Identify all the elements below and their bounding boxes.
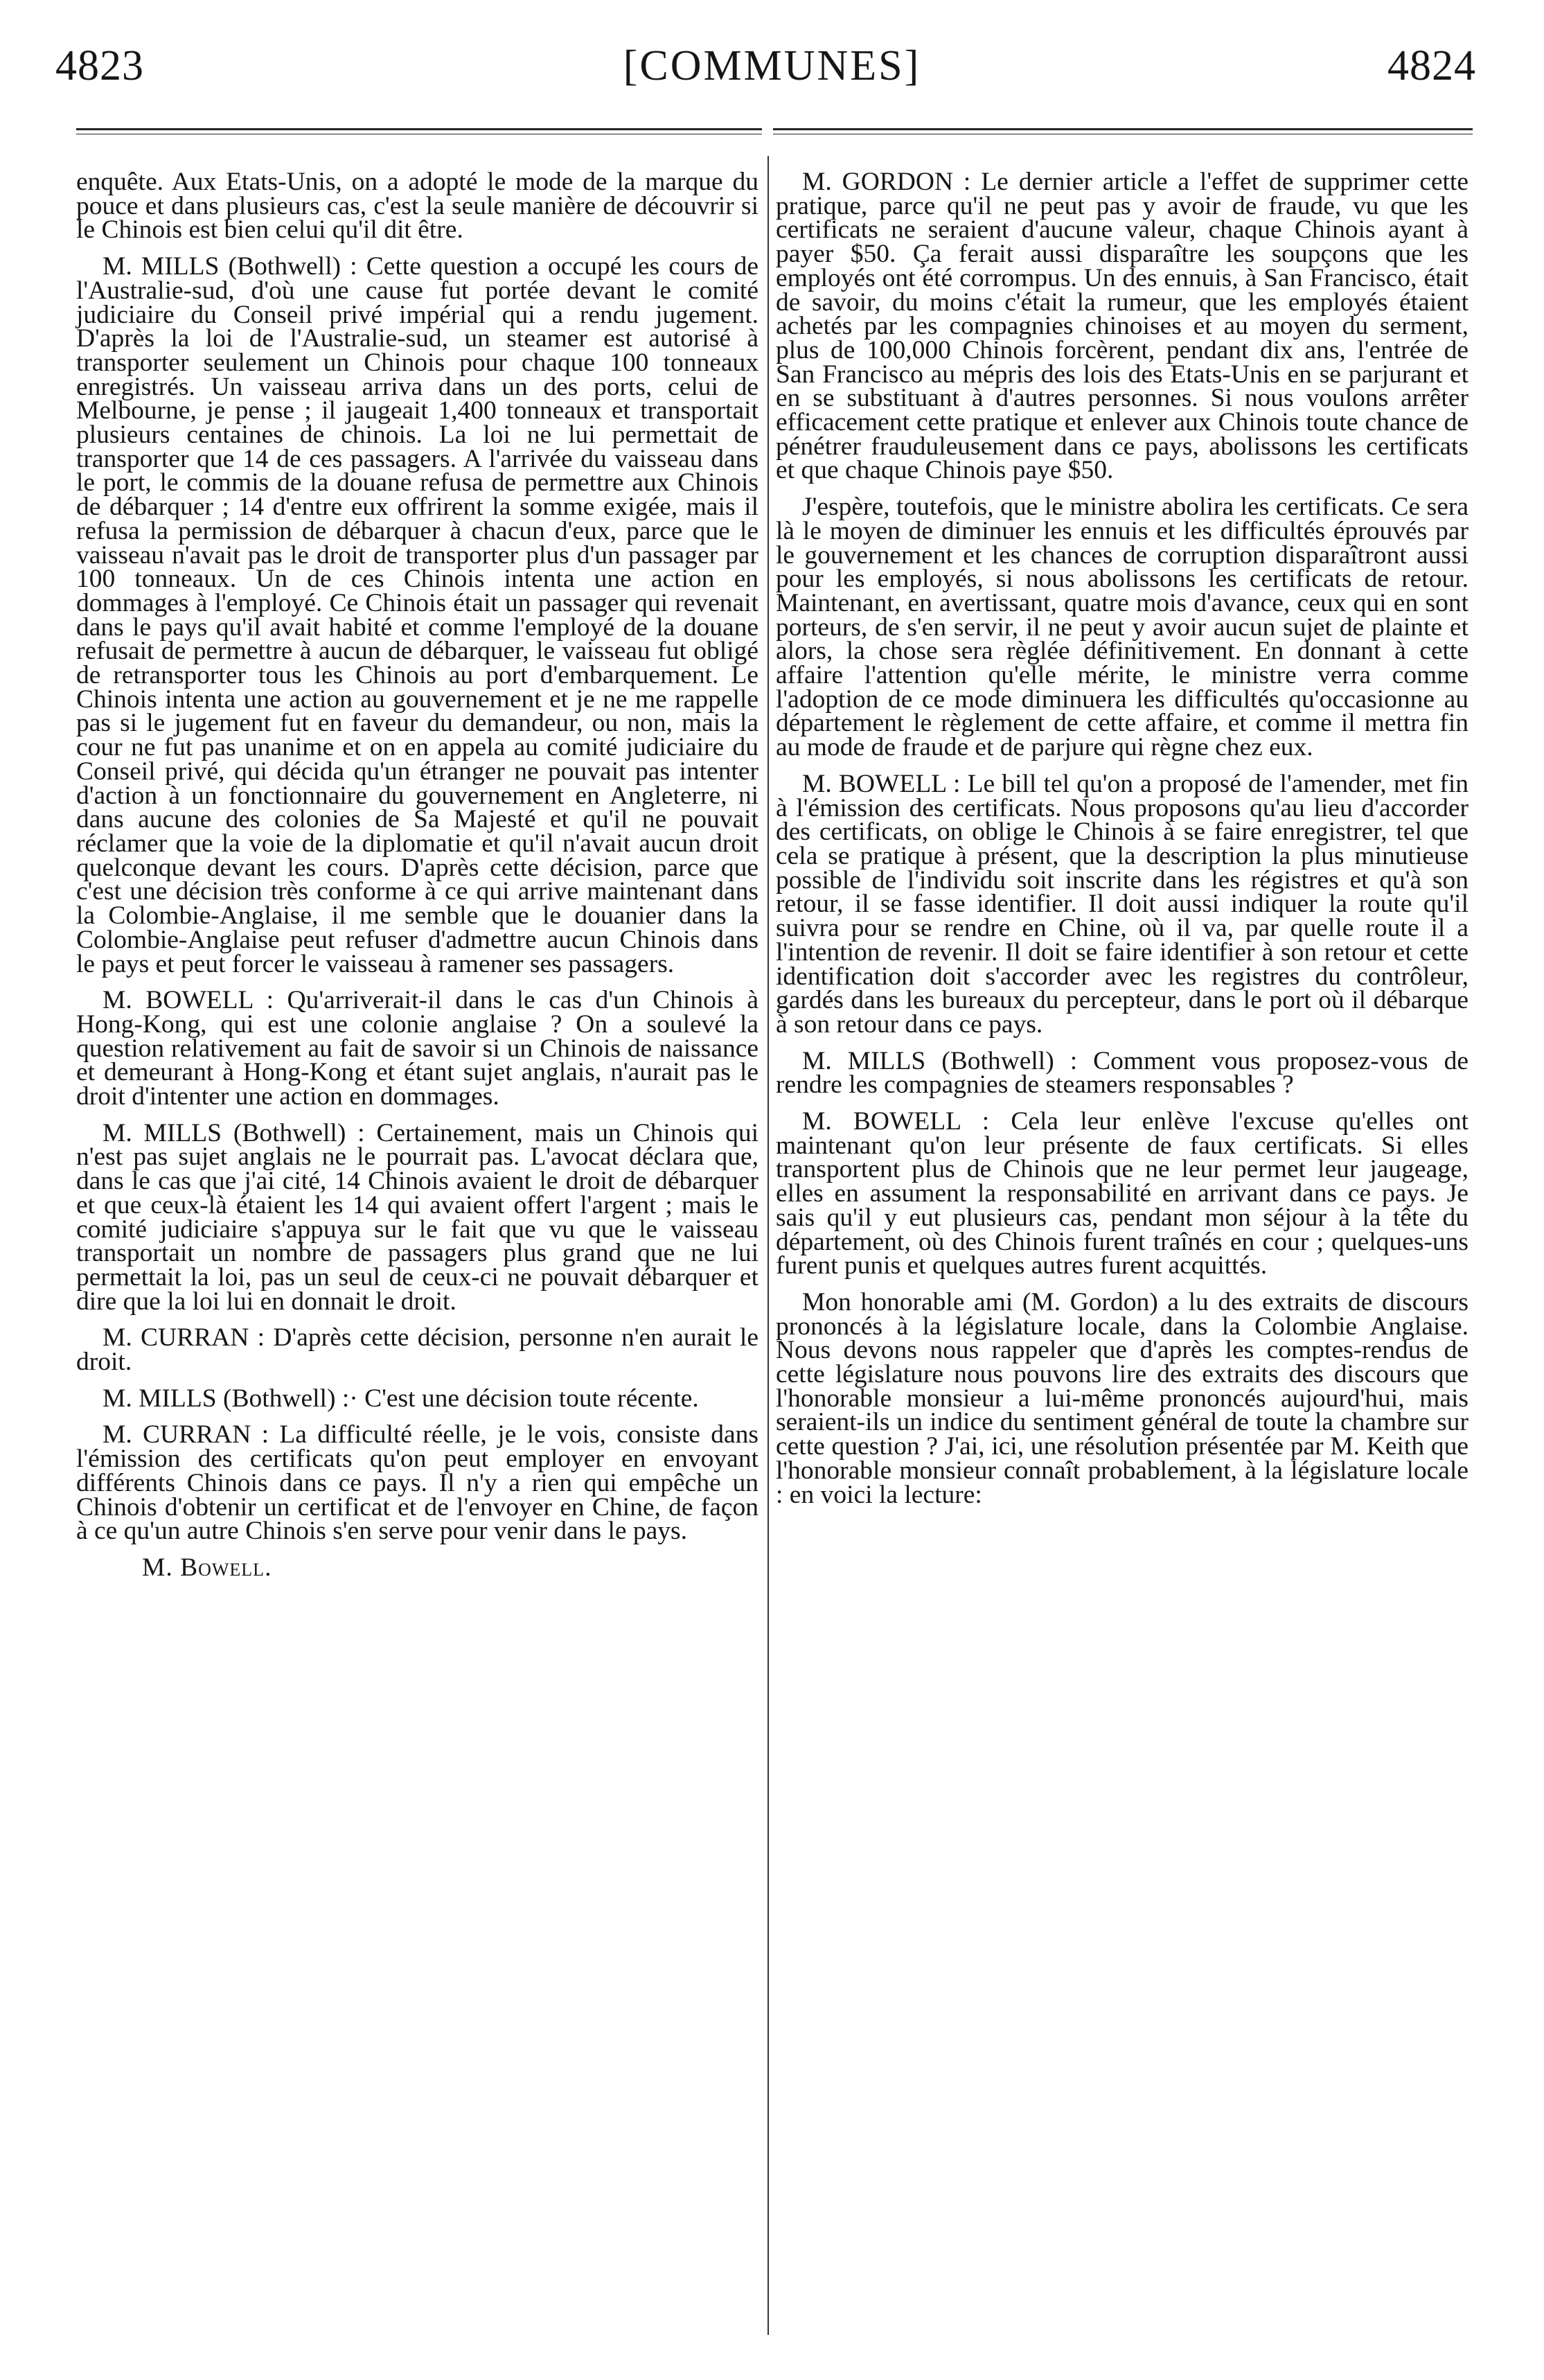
paragraph: M. GORDON : Le dernier article a l'effet de supprimer cette pratique, parce qu'il ne peut pas y avoir de fraude, vu que les certificats ne seraient d'aucune valeur, chaque Chinois ayant à payer $50. Ça ferait aussi disparaître les soupçons que les employés ont été corrompus. Un des ennuis, à San Francisco, était de savoir, du moins c'était la rumeur, que les employés étaient achetés par les compagnies chinoises et au moyen du serment, plus de 100,000 Chinois forcèrent, pendant dix ans, l'entrée de San Francisco au mépris des lois des Etats-Unis en se parjurant et en se substituant à d'autres personnes. Si nous voulons arrêter efficacement cette pratique et enlever aux Chinois toute chance de pénétrer frauduleusement dans ce pays, abolissons les certificats et que chaque Chinois paye $50. xyxy=(776,168,1468,485)
paragraph: M. CURRAN : D'après cette décision, personne n'en aurait le droit. xyxy=(76,1323,758,1377)
page-header xyxy=(0,0,1544,146)
paragraph: Mon honorable ami (M. Gordon) a lu des extraits de discours prononcés à la législature locale, dans la Colombie Anglaise. Nous devons nous rappeler que d'après les comptes-rendus de cette législature nous pouvons lire des extraits des discours que l'honorable monsieur a lui-même prononcés aujourd'hui, mais seraient-ils un indice du sentiment général de toute la chambre sur cette question ? J'ai, ici, une résolution présentée par M. Keith que l'honorable monsieur connaît probablement, à la législature locale : en voici la lecture: xyxy=(776,1287,1468,1509)
paragraph: J'espère, toutefois, que le ministre abolira les certificats. Ce sera là le moyen de diminuer les ennuis et les difficultés éprouvés par le gouvernement et les chances de corruption disparaîtront aussi pour les employés, si nous abolissons les certificats de retour. Maintenant, en avertissant, quatre mois d'avance, ceux qui en sont porteurs, de s'en servir, il ne peut y avoir aucun sujet de plainte et alors, la chose sera règlée définitivement. En donnant à cette affaire l'attention qu'elle mérite, le ministre verra comme l'adoption de ce mode diminuera les difficultés qu'occasionne au département le règlement de cette affaire, et comme il mettra fin au mode de fraude et de parjure qui règne chez eux. xyxy=(776,493,1468,762)
paragraph: M. MILLS (Bothwell) :· C'est une décision toute récente. xyxy=(103,1384,699,1413)
running-title: [COMMUNES] xyxy=(623,42,921,89)
left-column xyxy=(76,170,758,1593)
header-rule-left xyxy=(76,128,762,134)
header-rule-right xyxy=(773,128,1473,134)
paragraph: M. BOWELL : Qu'arriverait-il dans le cas d'un Chinois à Hong-Kong, qui est une colonie anglaise ? On a soulevé la question relativement au fait de savoir si un Chinois de naissance et demeurant à Hong-Kong et étant sujet anglais, n'aurait pas le droit d'intenter une action en dommages. xyxy=(76,986,758,1111)
paragraph: M. MILLS (Bothwell) : Certainement, mais un Chinois qui n'est pas sujet anglais ne le pourrait pas. L'avocat déclara que, dans le cas que j'ai cité, 14 Chinois avaient le droit de débarquer et que ceux-là étaient les 14 qui avaient offert l'argent ; mais le comité judiciaire s'appuya sur le fait que vu que le vaisseau transportait un nombre de passagers plus grand que ne lui permettait la loi, pas un seul de ceux-ci ne pouvait débarquer et dire que la loi lui en donnait le droit. xyxy=(76,1118,758,1316)
page-number-right: 4824 xyxy=(1387,42,1476,89)
paragraph: M. BOWELL : Cela leur enlève l'excuse qu'elles ont maintenant qu'on leur présente de faux certificats. Si elles transportent plus de Chinois que ne leur permet leur jaugeage, elles en assument la responsabilité en arrivant dans ce pays. Je sais qu'il y eut plusieurs cas, pendant mon séjour à la tête du département, où des Chinois furent traînés en cour ; quelques-uns furent punis et quelques autres furent acquittés. xyxy=(776,1107,1468,1280)
right-column xyxy=(776,170,1468,1519)
signature: M. Bowell. xyxy=(142,1553,272,1582)
paragraph: M. BOWELL : Le bill tel qu'on a proposé de l'amender, met fin à l'émission des certificats. Nous proposons qu'au lieu d'accorder des certificats, on oblige le Chinois à se faire enregistrer, tel que cela se pratique à présent, que la description la plus minutieuse possible de l'individu soit inscrite dans les régistres et qu'à son retour, il se fasse identifier. Il doit aussi indiquer la route qu'il suivra pour se rendre en Chine, où il va, par quelle route il a l'intention de revenir. Il doit se faire identifier à son retour et cette identification doit s'accorder avec les registres du contrôleur, gardés dans les bureaux du percepteur, dans le port où il débarque à son retour dans ce pays. xyxy=(776,769,1468,1039)
paragraph: M. MILLS (Bothwell) : Cette question a occupé les cours de l'Australie-sud, d'où une cause fut portée devant le comité judiciaire du Conseil privé impérial qui a rendu jugement. D'après la loi de l'Australie-sud, un steamer est autorisé à transporter seulement un Chinois pour chaque 100 tonneaux enregistrés. Un vaisseau arriva dans un des ports, celui de Melbourne, je pense ; il jaugeait 1,400 tonneaux et transportait plusieurs centaines de chinois. La loi ne lui permettait de transporter que 14 de ces passagers. A l'arrivée du vaisseau dans le port, le commis de la douane refusa de permettre aux Chinois de débarquer ; 14 d'entre eux offrirent la somme exigée, mais il refusa la permission de débarquer à chacun d'eux, parce que le vaisseau n'avait pas le droit de transporter plus d'un passager par 100 tonneaux. Un de ces Chinois intenta une action en dommages à l'employé. Ce Chinois était un passager qui revenait dans le pays qu'il avait habité et comme l'employé de la douane refusait de permettre à aucun de débarquer, le vaisseau fut obligé de retransporter tous les Chinois au port d'embarquement. Le Chinois intenta une action au gouvernement et je ne me rappelle pas si le jugement fut en faveur du demandeur, ou non, mais la cour ne fut pas unanime et on en appela au comité judiciaire du Conseil privé, qui décida qu'un étranger ne pouvait pas intenter d'action à un fonctionnaire du gouvernement en Angleterre, ni dans aucune des colonies de Sa Majesté et qu'il ne pouvait réclamer que la voie de la diplomatie et qu'il n'avait aucun droit quelconque devant les cours. D'après cette décision, parce que c'est une décision très conforme à ce qui arrive maintenant dans la Colombie-Anglaise, il me semble que le douanier dans la Colombie-Anglaise peut refuser d'admettre aucun Chinois dans le pays et peut forcer le vaisseau à ramener ses passagers. xyxy=(76,252,758,978)
paragraph: M. CURRAN : La difficulté réelle, je le vois, consiste dans l'émission des certificats qu'on peut employer en envoyant différents Chinois dans ce pays. Il n'y a rien qui empêche un Chinois d'obtenir un certificat et de l'envoyer en Chine, de façon à ce qu'un autre Chinois s'en serve pour venir dans le pays. xyxy=(76,1420,758,1546)
page-number-left: 4823 xyxy=(55,42,144,89)
column-divider xyxy=(767,156,769,2335)
paragraph: enquête. Aux Etats-Unis, on a adopté le mode de la marque du pouce et dans plusieurs cas, c'est la seule manière de découvrir si le Chinois est bien celui qu'il dit être. xyxy=(76,168,758,245)
paragraph: M. MILLS (Bothwell) : Comment vous proposez-vous de rendre les compagnies de steamers responsables ? xyxy=(776,1046,1468,1100)
